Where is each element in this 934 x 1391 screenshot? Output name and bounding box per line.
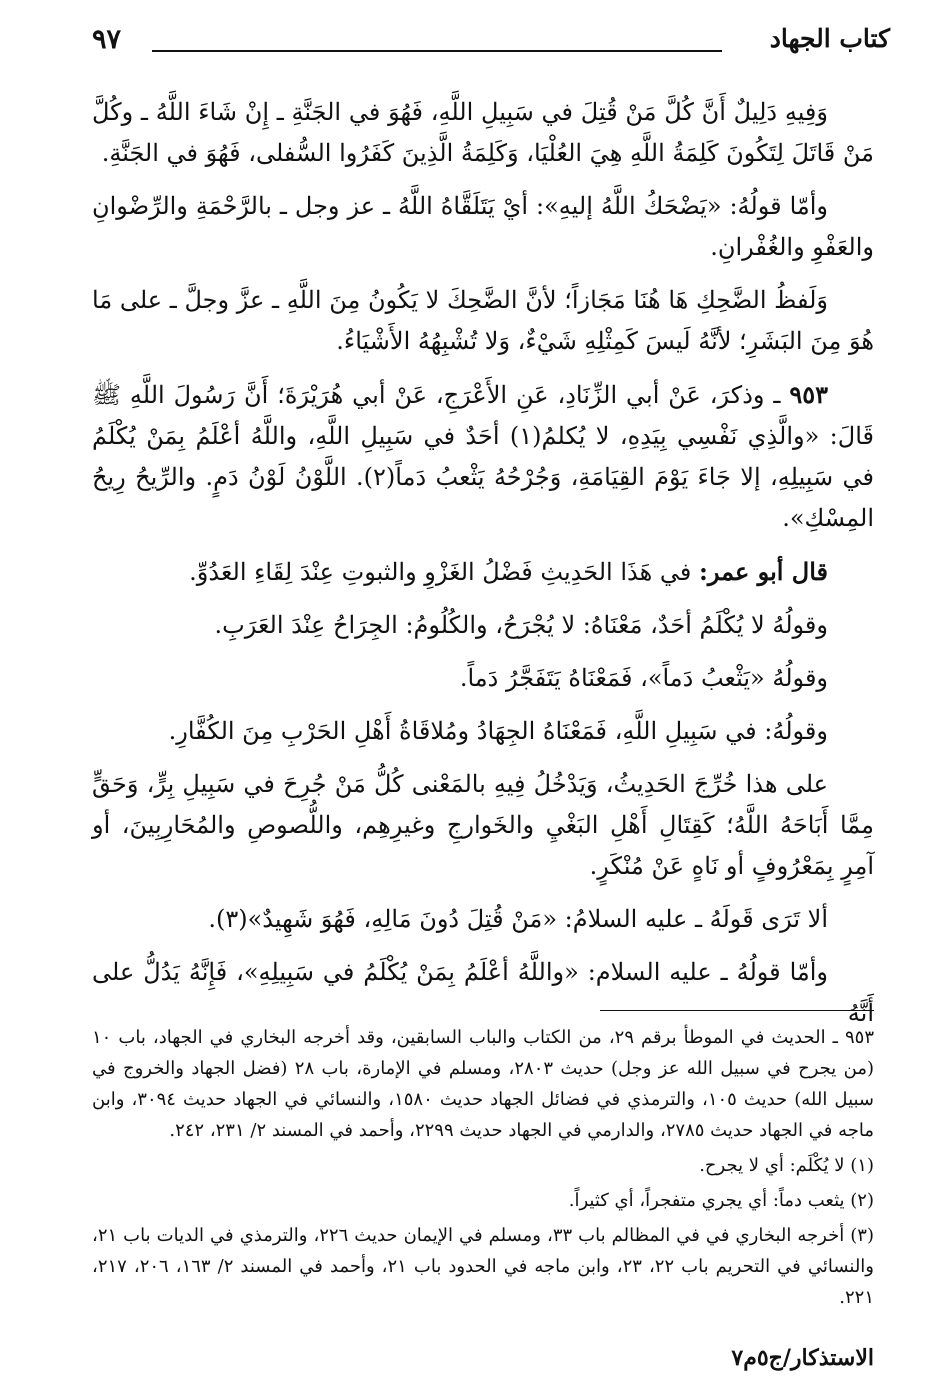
paragraph: وقولُهُ: في سَبِيلِ اللَّهِ، فَمَعْنَاهُ الجِهَادُ ومُلاقَاةُ أَهْلِ الحَرْبِ مِنَ الكُفَّارِ.	[168, 717, 828, 745]
commentary-text: في هَذَا الحَدِيثِ فَضْلُ الغَزْوِ والثبوتِ عِنْدَ لِقَاءِ العَدُوِّ.	[189, 558, 692, 586]
paragraph: على هذا خُرِّجَ الحَدِيثُ، وَيَدْخُلُ فِيهِ بالمَعْنى كُلُّ مَنْ جُرِحَ في سَبِيلِ بِرٍّ، وَحَقٍّ مِمَّا أَبَاحَهُ اللَّهُ؛ كَقِتَالِ أَهْلِ البَغْيِ والخَوارجِ وغيرِهِم، واللُّصوصِ والمُحَارِبِينَ، أو آمِرٍ بِمَعْرُوفٍ أو نَاهٍ عَنْ مُنْكَرٍ.	[92, 770, 875, 880]
commentary-paragraph	[92, 551, 874, 593]
footnote-divider	[600, 1010, 874, 1011]
chapter-title: كتاب الجهاد	[769, 24, 890, 53]
speaker-label: قال أبو عمر:	[699, 557, 828, 586]
main-text	[92, 92, 874, 1046]
footnote-3: (٣) أخرجه البخاري في في المظالم باب ٣٣، ومسلم في الإيمان حديث ٢٢٦، والترمذي في الديات باب ٢١، والنسائي في التحريم باب ٢٢، ٢٣، وابن ماجه في الحدود باب ٢١، وأحمد في المسند ٢/ ١٦٣، ٢٠٦، ٢١٧، ٢٢١.	[92, 1225, 874, 1308]
footnote-1: (١) لا يُكْلَم: أي لا يجرح.	[699, 1155, 874, 1176]
hadith-text: ـ وذكرَ، عَنْ أبي الزِّنَادِ، عَنِ الأَعْرَجِ، عَنْ أبي هُرَيْرَةَ؛ أَنَّ رَسُولَ اللَّهِ ﷺ قَالَ: «والَّذِي نَفْسِي بِيَدِهِ، لا يُكلمُ(١) أحَدٌ في سَبِيلِ اللَّهِ، واللَّهُ أعْلَمُ بِمَنْ يُكْلَمُ في سَبِيلِهِ، إلا جَاءَ يَوْمَ القِيَامَةِ، وَجُرْحُهُ يَثْعبُ دَماً(٢). اللَّوْنُ لَوْنُ دَمٍ. والرِّيحُ رِيحُ المِسْكِ».	[92, 381, 875, 532]
paragraph: ألا تَرَى قَولَهُ ـ عليه السلامُ: «مَنْ قُتِلَ دُونَ مَالِهِ، فَهُوَ شَهِيدٌ»(٣).	[208, 905, 828, 933]
printer-signature: الاستذكار/ج٥م٧	[731, 1345, 874, 1371]
paragraph: وأمّا قولُهُ: «يَضْحَكُ اللَّهُ إليهِ»: أيْ يَتَلَقَّاهُ اللَّهُ ـ عز وجل ـ بالرَّحْمَةِ والرِّضْوانِ والعَفْوِ والغُفْرانِ.	[92, 192, 874, 261]
footnotes	[92, 1022, 874, 1317]
paragraph: وَفِيهِ دَلِيلٌ أَنَّ كُلَّ مَنْ قُتِلَ في سَبِيلِ اللَّهِ، فَهُوَ في الجَنَّةِ ـ إِنْ شَاءَ اللَّهُ ـ وكُلَّ مَنْ قَاتَلَ لِتَكُونَ كَلِمَةُ اللَّهِ هِيَ العُلْيَا، وَكَلِمَةُ الَّذِينَ كَفَرُوا السُّفلى، فَهُوَ في الجَنَّةِ.	[92, 98, 874, 167]
paragraph: وقولُهُ «يَثْعبُ دَماً»، فَمَعْنَاهُ يَتَفَجَّرُ دَماً.	[459, 664, 828, 692]
page-header	[92, 24, 890, 64]
paragraph: وأمّا قولُهُ ـ عليه السلام: «واللَّهُ أعْلَمُ بِمَنْ يُكْلَمُ في سَبِيلِهِ»، فَإِنَّهُ يَدُلُّ على أَنَّهُ	[92, 958, 874, 1027]
paragraph: وقولُهُ لا يُكْلَمُ أحَدٌ، مَعْنَاهُ: لا يُجْرَحُ، والكُلُومُ: الجِرَاحُ عِنْدَ العَرَبِ.	[214, 611, 828, 639]
footnote-hadith: ٩٥٣ ـ الحديث في الموطأ برقم ٢٩، من الكتاب والباب السابقين، وقد أخرجه البخاري في الجهاد، باب ١٠ (من يجرح في سبيل الله عز وجل) حديث ٢٨٠٣، ومسلم في الإمارة، باب ٢٨ (فضل الجهاد والخروج في سبيل الله) حديث ١٠٥، والترمذي في فضائل الجهاد حديث ١٥٨٠، والنسائي في الجهاد حديث ٣٠٩٤، وابن ماجه في الجهاد حديث ٢٧٨٥، والدارمي في الجهاد حديث ٢٢٩٩، وأحمد في المسند ٢/ ٢٣١، ٢٤٢.	[92, 1027, 875, 1141]
page-number: ٩٧	[92, 24, 122, 55]
paragraph: وَلَفظُ الضَّحِكِ هَا هُنَا مَجَازاً؛ لأنَّ الضَّحِكَ لا يَكُونُ مِنَ اللَّهِ ـ عزَّ وجلَّ ـ على مَا هُوَ مِنَ البَشَرِ؛ لأنَّهُ لَيسَ كَمِثْلِهِ شَيْءٌ، وَلا تُشْبِهُهُ الأَشْيَاءُ.	[92, 286, 874, 355]
hadith-number: ٩٥٣	[789, 380, 828, 409]
footnote-2: (٢) يثعب دماً: أي يجري متفجراً، أي كثيراً.	[568, 1190, 874, 1211]
header-rule	[152, 50, 722, 52]
hadith-paragraph	[92, 374, 874, 539]
